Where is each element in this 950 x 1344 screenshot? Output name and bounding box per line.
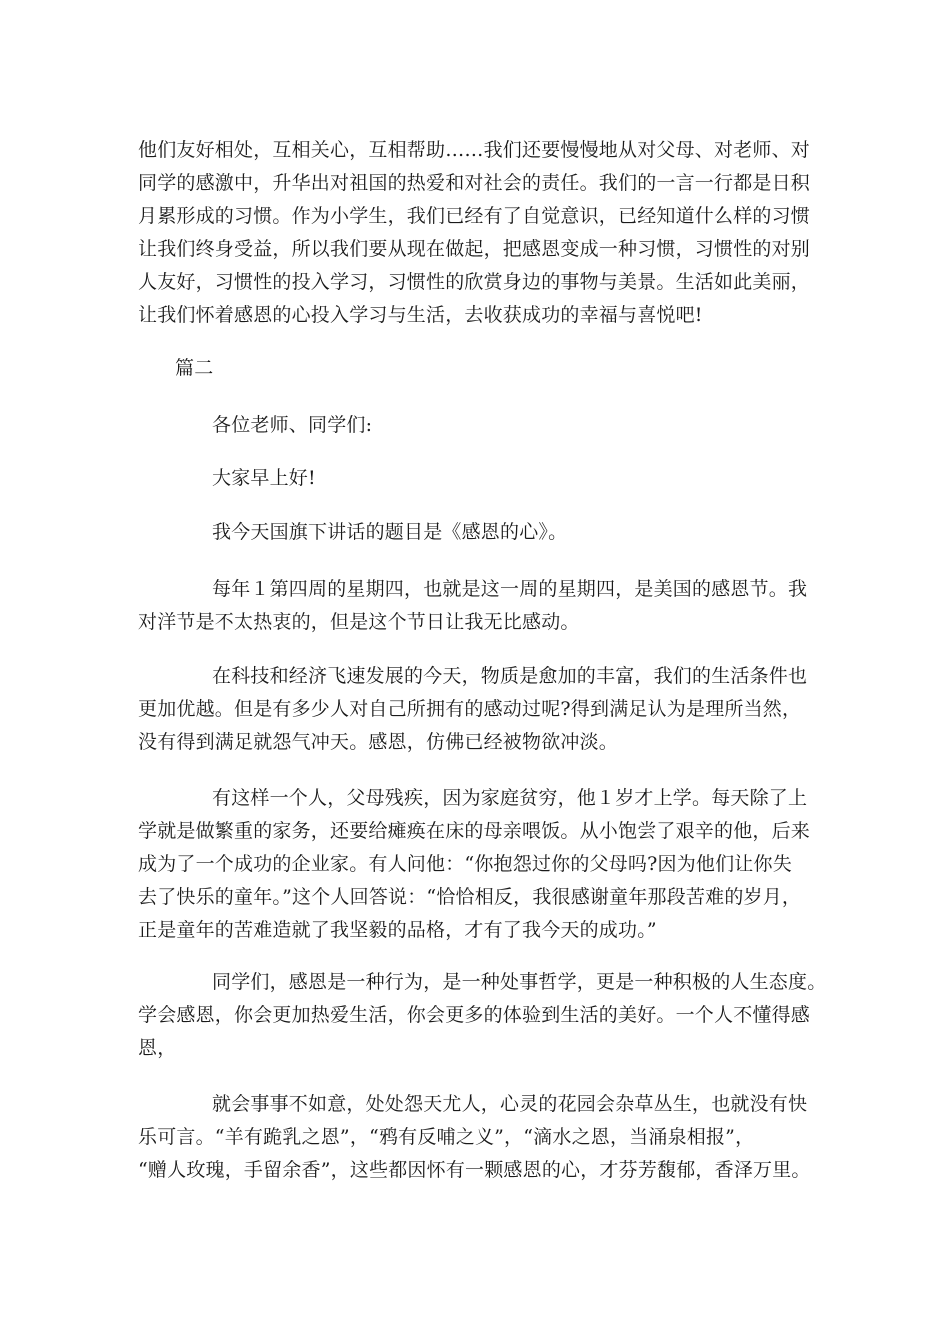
text-line: 乐可言。“羊有跪乳之恩”，“鸦有反哺之义”，“滴水之恩，当涌泉相报”， [138, 1126, 755, 1148]
text-line: 他们友好相处，互相关心，互相帮助……我们还要慢慢地从对父母、对老师、对 [138, 139, 811, 161]
text-line: 在科技和经济飞速发展的今天，物质是愈加的丰富，我们的生活条件也 [212, 665, 808, 687]
text-line: 更加优越。但是有多少人对自己所拥有的感动过呢?得到满足认为是理所当然， [138, 698, 802, 720]
text-line: 就会事事不如意，处处怨天尤人，心灵的花园会杂草丛生，也就没有快 [212, 1093, 808, 1115]
text-line: 学会感恩，你会更加热爱生活，你会更多的体验到生活的美好。一个人不懂得感 [138, 1004, 811, 1026]
text-line: 每年１第四周的星期四，也就是这一周的星期四，是美国的感恩节。我 [212, 578, 808, 600]
text-line: 对洋节是不太热衷的，但是这个节日让我无比感动。 [138, 611, 580, 633]
text-line: 同学的感激中，升华出对祖国的热爱和对社会的责任。我们的一言一行都是日积 [138, 172, 811, 194]
text-line: 月累形成的习惯。作为小学生，我们已经有了自觉意识，已经知道什么样的习惯 [138, 205, 811, 227]
text-line: 正是童年的苦难造就了我坚毅的品格，才有了我今天的成功。” [138, 919, 657, 941]
text-line: 没有得到满足就怨气冲天。感恩，仿佛已经被物欲冲淡。 [138, 731, 619, 753]
text-line: 成为了一个成功的企业家。有人问他：“你抱怨过你的父母吗?因为他们让你失 [138, 853, 792, 875]
text-line: 有这样一个人，父母残疾，因为家庭贫穷，他１岁才上学。每天除了上 [212, 787, 808, 809]
speech-topic: 我今天国旗下讲话的题目是《感恩的心》。 [212, 521, 568, 543]
text-line: 学就是做繁重的家务，还要给瘫痪在床的母亲喂饭。从小饱尝了艰辛的他，后来 [138, 820, 811, 842]
text-line: 去了快乐的童年。”这个人回答说：“恰恰相反，我很感谢童年那段苦难的岁月， [138, 886, 802, 908]
text-line: 让我们终身受益，所以我们要从现在做起，把感恩变成一种习惯，习惯性的对别 [138, 238, 811, 260]
text-line: 同学们，感恩是一种行为，是一种处事哲学，更是一种积极的人生态度。 [212, 971, 827, 993]
text-line: 恩， [138, 1037, 177, 1059]
section-title: 篇二 [175, 357, 214, 379]
text-line: 让我们怀着感恩的心投入学习与生活，去收获成功的幸福与喜悦吧! [138, 304, 703, 326]
text-line: 人友好，习惯性的投入学习，习惯性的欣赏身边的事物与美景。生活如此美丽， [138, 271, 811, 293]
morning-greeting: 大家早上好! [212, 467, 316, 489]
text-line: “赠人玫瑰，手留余香”，这些都因怀有一颗感恩的心，才芬芳馥郁，香泽万里。 [138, 1159, 811, 1181]
greeting: 各位老师、同学们: [212, 414, 373, 436]
